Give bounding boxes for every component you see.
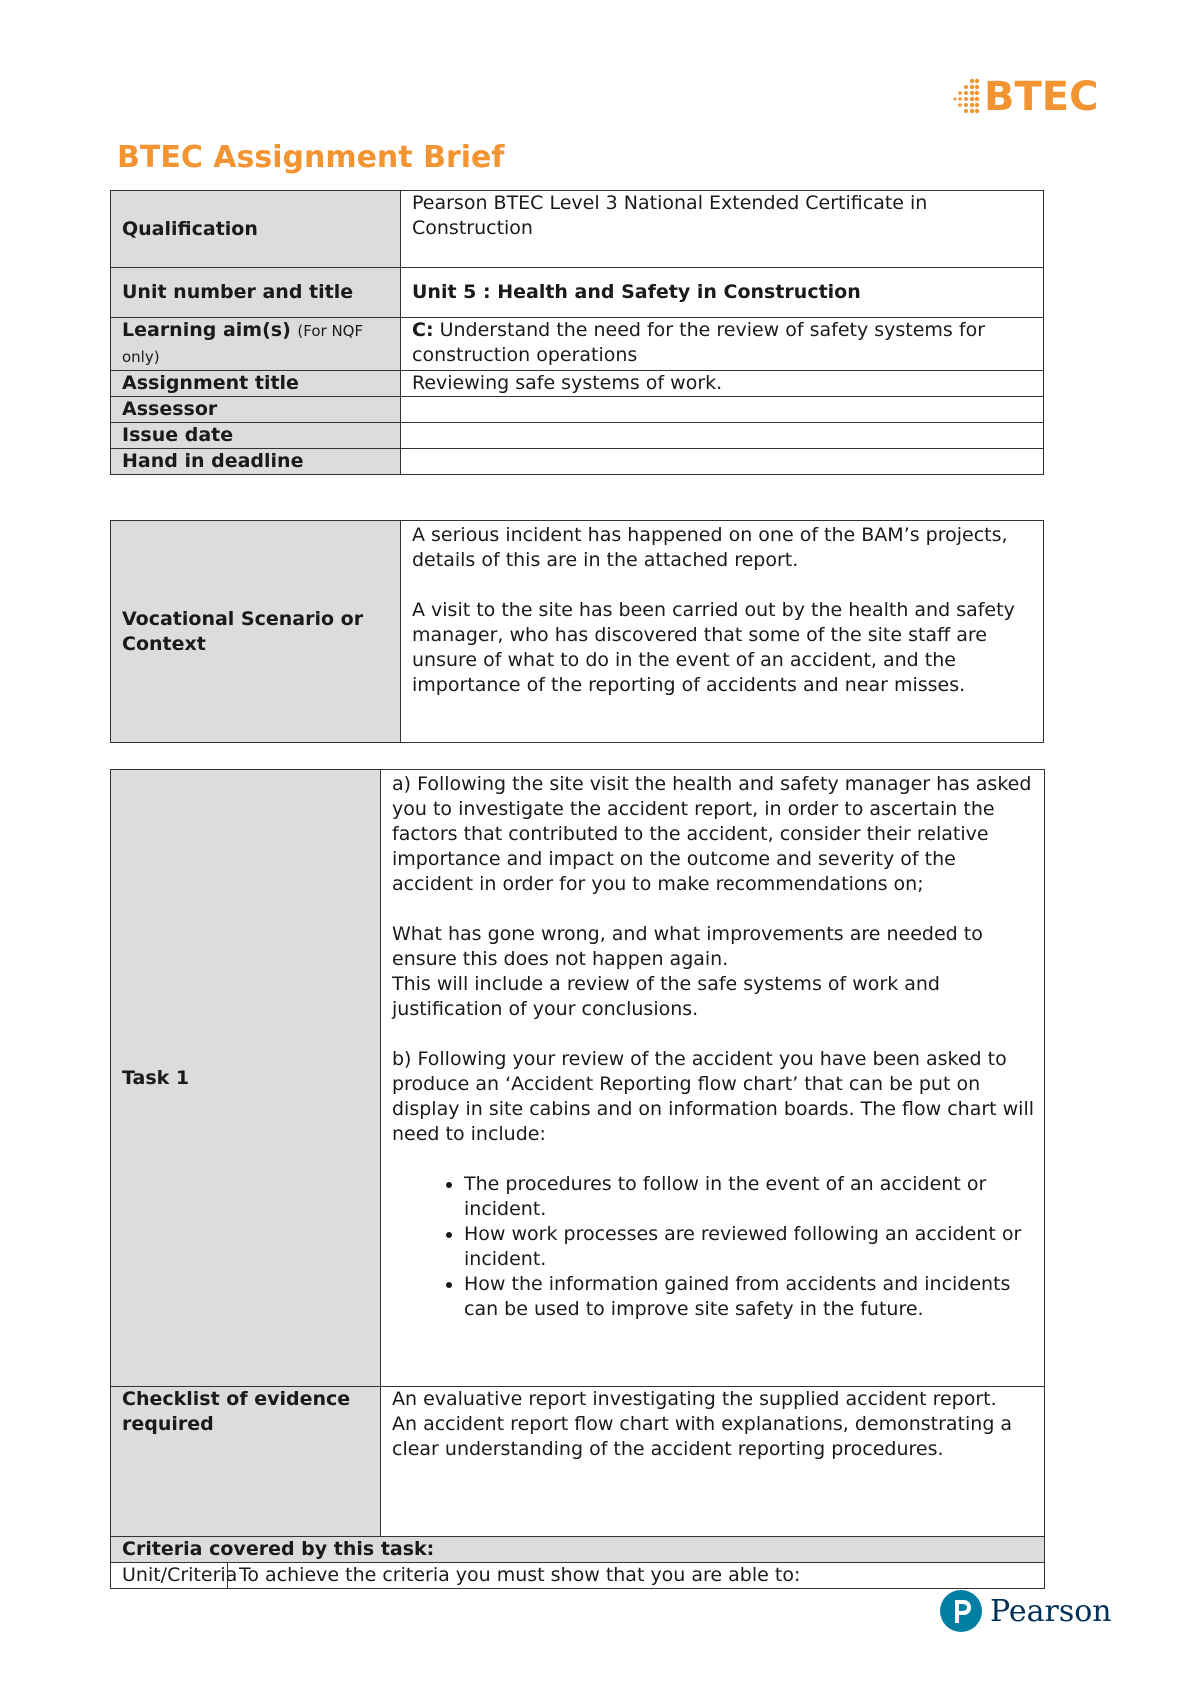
list-item: • How work processes are reviewed following an accident or incident. (464, 1222, 1036, 1272)
list-item: • The procedures to follow in the event of an accident or incident. (464, 1172, 1036, 1222)
criteria-col-unit: Unit/Criteria (111, 1563, 228, 1589)
table-row (111, 397, 1044, 423)
assignment-title-value: Reviewing safe systems of work. (401, 371, 1044, 397)
table-row (111, 371, 1044, 397)
list-item: • How the information gained from accidents and incidents can be used to improve site safety in the future. (464, 1272, 1036, 1322)
deadline-label: Hand in deadline (111, 449, 401, 475)
learning-aim-code: C: (412, 319, 434, 341)
task-paragraph: b) Following your review of the accident you have been asked to produce an ‘Accident Reporting flow chart’ that can be put on display in site cabins and on information boards. The flow chart will need to include: (392, 1048, 1035, 1145)
task-table (110, 769, 1045, 1589)
issue-date-label: Issue date (111, 423, 401, 449)
criteria-col-description: To achieve the criteria you must show that you are able to: (228, 1563, 1045, 1589)
learning-aim-value: Understand the need for the review of safety systems for construction operations (412, 319, 985, 366)
pearson-logo-text: Pearson (990, 1593, 1112, 1629)
table-row (111, 449, 1044, 475)
qualification-value: Pearson BTEC Level 3 National Extended Certificate in Construction (401, 191, 1044, 268)
task-paragraph: a) Following the site visit the health and safety manager has asked you to investigate the accident report, in order to ascertain the factors that contributed to the accident, consider their relative importance and impact on the outcome and severity of the accident in order for you to make recommendations on; (392, 773, 1032, 895)
btec-logo-text: BTEC (984, 74, 1099, 120)
table-row (111, 318, 1044, 371)
table-row (111, 191, 1044, 268)
task-paragraph: This will include a review of the safe systems of work and justification of your conclusions. (392, 973, 940, 1020)
btec-logo (950, 72, 1098, 122)
assessor-value (401, 397, 1044, 423)
task-description (381, 770, 1045, 1387)
table-row (111, 521, 1044, 743)
assignment-title-label: Assignment title (111, 371, 401, 397)
btec-dots-icon (950, 77, 980, 117)
table-row (111, 423, 1044, 449)
qualification-label: Qualification (111, 191, 401, 268)
checklist-item: An accident report flow chart with explanations, demonstrating a clear understanding of the accident reporting procedures. (392, 1413, 1013, 1460)
pearson-logo (940, 1590, 1112, 1632)
table-row (111, 1387, 1045, 1537)
task-bullet-list (392, 1172, 1036, 1322)
table-row (111, 268, 1044, 318)
scenario-value (401, 521, 1044, 743)
page-title: BTEC Assignment Brief (117, 140, 505, 175)
table-row (111, 770, 1045, 1387)
learning-aim-label: Learning aim(s) (122, 319, 291, 341)
details-table (110, 190, 1044, 475)
checklist-label: Checklist of evidence required (111, 1387, 381, 1537)
learning-aim-value-cell (401, 318, 1044, 371)
unit-label: Unit number and title (111, 268, 401, 318)
learning-aim-note: (For NQF only) (122, 322, 364, 366)
checklist-value (381, 1387, 1045, 1537)
learning-aim-label-cell (111, 318, 401, 371)
scenario-paragraph: A serious incident has happened on one of the BAM’s projects, details of this are in the attached report. (412, 524, 1008, 571)
deadline-value (401, 449, 1044, 475)
pearson-p-icon (940, 1590, 982, 1632)
scenario-table (110, 520, 1044, 743)
scenario-label: Vocational Scenario or Context (111, 521, 401, 743)
issue-date-value (401, 423, 1044, 449)
checklist-item: An evaluative report investigating the supplied accident report. (392, 1388, 997, 1410)
assessor-label: Assessor (111, 397, 401, 423)
table-row (111, 1537, 1045, 1563)
scenario-paragraph: A visit to the site has been carried out by the health and safety manager, who has discovered that some of the site staff are unsure of what to do in the event of an accident, and the importance of the reporting of accidents and near misses. (412, 599, 1015, 696)
unit-value: Unit 5 : Health and Safety in Construction (401, 268, 1044, 318)
criteria-heading: Criteria covered by this task: (111, 1537, 1045, 1563)
task-label: Task 1 (111, 770, 381, 1387)
task-paragraph: What has gone wrong, and what improvements are needed to ensure this does not happen again. (392, 923, 983, 970)
table-row (111, 1563, 1045, 1589)
